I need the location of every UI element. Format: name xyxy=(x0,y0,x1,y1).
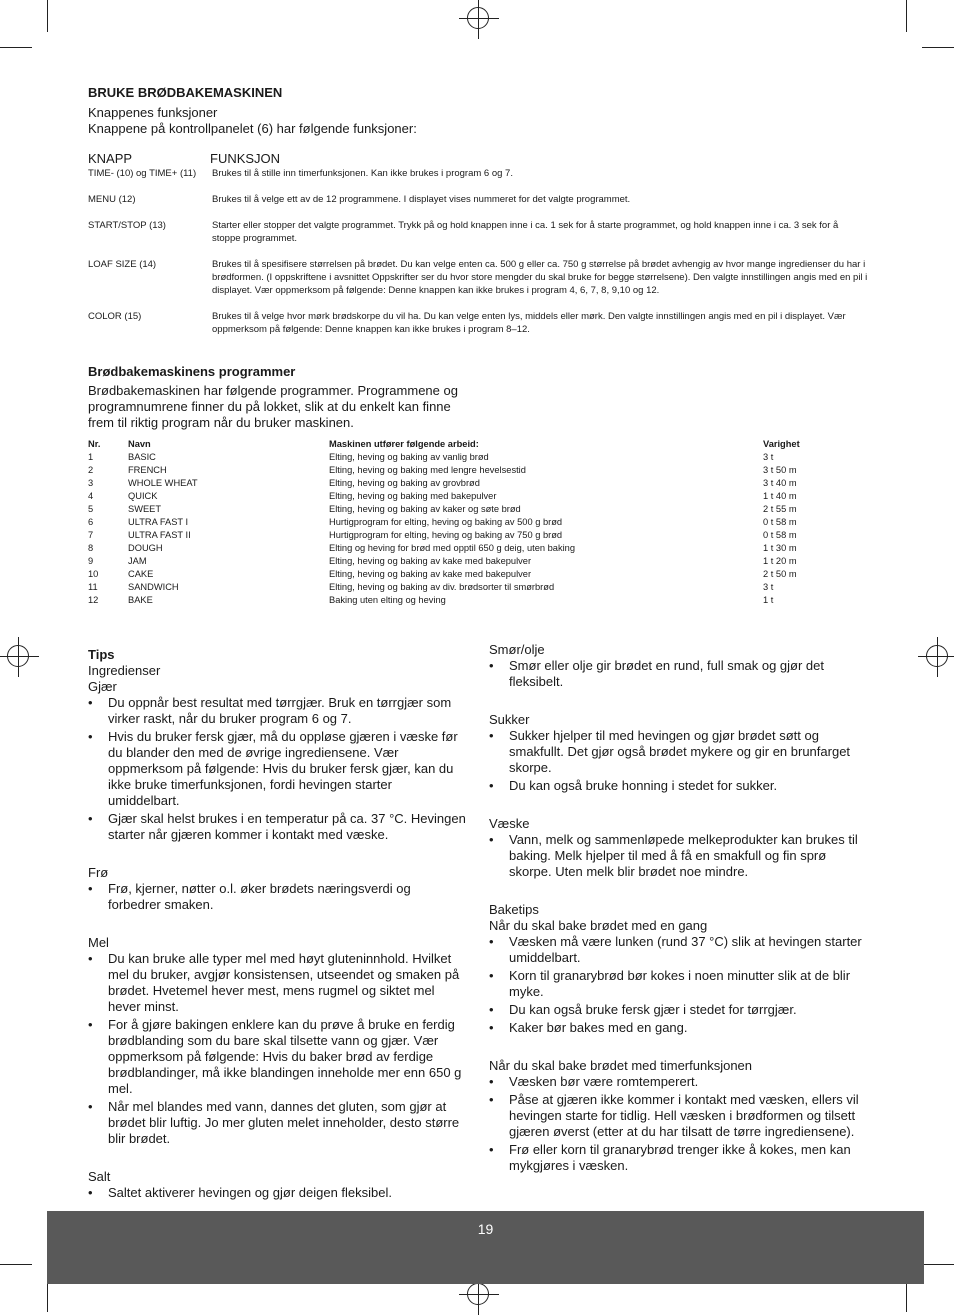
crop-mark xyxy=(47,1280,48,1312)
bullet-list xyxy=(88,695,466,843)
list-item-text: Påse at gjæren ikke kommer i kontakt med væsken, ellers vil hevingen starte for tidlig. Hell væsken i brødformen og tilsett gjæren øverst (etter at du har tilsatt de tørre ingrediensene). xyxy=(509,1092,859,1139)
cell: 1 t 20 m xyxy=(763,556,797,566)
list-item xyxy=(489,658,867,690)
header-key: KNAPP xyxy=(88,151,133,166)
list-item xyxy=(489,728,867,776)
list-item xyxy=(489,832,867,880)
cell: DOUGH xyxy=(128,543,163,553)
cell: Elting, heving og baking av kake med bakepulver xyxy=(329,556,532,566)
subheading: Gjær xyxy=(88,679,117,694)
list-item-text: Du kan bruke alle typer mel med høyt gluteninnhold. Hvilket mel du bruker, avgjør konsistensen, utseendet og smaken på brødet. Hvetemel hever mest, mens rugmel og siktet mel hever minst. xyxy=(108,951,460,1014)
table-row xyxy=(88,542,823,555)
registration-mark xyxy=(7,645,29,667)
bullet-icon: • xyxy=(489,1092,494,1107)
list-item xyxy=(88,1099,466,1147)
subheading: Væske xyxy=(489,816,530,831)
column-header: Navn xyxy=(128,439,151,449)
cell: 11 xyxy=(88,582,98,592)
programs-title: Brødbakemaskinens programmer xyxy=(88,364,296,379)
bullet-list xyxy=(489,1074,867,1174)
list-item xyxy=(88,811,466,843)
list-item xyxy=(489,778,867,794)
list-item-text: Saltet aktiverer hevingen og gjør deigen fleksibel. xyxy=(108,1185,392,1200)
bullet-icon: • xyxy=(489,934,494,949)
subheading: Salt xyxy=(88,1169,111,1184)
list-item-text: Frø eller korn til granarybrød trenger ikke å kokes, men kan mykgjøres i væsken. xyxy=(509,1142,851,1173)
list-item-text: Væsken må være lunken (rund 37 °C) slik at hevingen starter umiddelbart. xyxy=(509,934,862,965)
cell: Baking uten elting og heving xyxy=(329,595,446,605)
cell: 0 t 58 m xyxy=(763,530,797,540)
bullet-icon: • xyxy=(88,729,93,744)
cell: Elting, heving og baking av div. brødsorter til smørbrød xyxy=(329,582,555,592)
cell: SWEET xyxy=(128,504,162,514)
cell: Elting og heving for brød med opptil 650 g deig, uten baking xyxy=(329,543,576,553)
cell: WHOLE WHEAT xyxy=(128,478,198,488)
list-item xyxy=(88,951,466,1015)
section-title-tips: Tips xyxy=(88,647,115,662)
bullet-list xyxy=(88,951,466,1147)
cell: 3 t xyxy=(763,452,774,462)
list-item-text: Sukker hjelper til med hevingen og gjør brødet søtt og smakfullt. Det gjør også brødet mykere og gir en brunfarget skorpe. xyxy=(509,728,851,775)
bullet-list xyxy=(489,934,867,1036)
page-number: 19 xyxy=(477,1221,494,1237)
bullet-icon: • xyxy=(489,728,494,743)
cell: BAKE xyxy=(128,595,153,605)
intro-line: Knappenes funksjoner xyxy=(88,105,218,120)
cell: 3 xyxy=(88,478,94,488)
list-item-text: For å gjøre bakingen enklere kan du prøve å bruke en ferdig brødblanding som du bare skal tilsette vann og gjær. Vær oppmerksom på følgende: Hvis du baker brød av ferdige brødblandinger, må ikke blandingen inneholde mer enn 650 g mel. xyxy=(108,1017,462,1096)
bullet-icon: • xyxy=(489,832,494,847)
registration-mark xyxy=(467,7,489,29)
function-desc: Brukes til å velge ett av de 12 programmene. I displayet vises nummeret for det valgte programmet. xyxy=(212,194,631,205)
registration-mark xyxy=(926,645,948,667)
list-item xyxy=(489,968,867,1000)
function-key: MENU (12) xyxy=(88,194,136,205)
cell: Elting, heving og baking av vanlig brød xyxy=(329,452,489,462)
bullet-icon: • xyxy=(88,1099,93,1114)
list-item xyxy=(88,1017,466,1097)
table-row xyxy=(88,477,823,490)
table-row xyxy=(88,555,823,568)
list-item-text: Frø, kjerner, nøtter o.l. øker brødets næringsverdi og forbedrer smaken. xyxy=(108,881,411,912)
cell: 1 t xyxy=(763,595,774,605)
cell: ULTRA FAST I xyxy=(128,517,189,527)
crop-mark xyxy=(906,0,907,32)
function-desc: Starter eller stopper det valgte programmet. Trykk på og hold knappen inne i ca. 1 sek for å starte programmet, og hold knappen inne i ca. 3 sek for å stoppe programmet. xyxy=(212,220,839,244)
programs-intro: Brødbakemaskinen har følgende programmer. Programmene og programnumrene finner du på lokket, slik at du enkelt kan finne frem til riktig program når du bruker maskinen. xyxy=(88,383,458,430)
bullet-icon: • xyxy=(88,695,93,710)
bullet-icon: • xyxy=(489,778,494,793)
bullet-list xyxy=(489,728,867,794)
list-item xyxy=(88,729,466,809)
function-key: START/STOP (13) xyxy=(88,220,166,231)
crop-mark xyxy=(922,1264,954,1265)
list-item-text: Smør eller olje gir brødet en rund, full smak og gjør det fleksibelt. xyxy=(509,658,825,689)
list-item-text: Hvis du bruker fersk gjær, må du oppløse gjæren i væske før du blander den med de øvrige ingrediensene. Vær oppmerksom på følgende: Hvis du bruker fersk gjær, kan du ikke bruke timerfunksjonen, fordi hevingen starter umiddelbart. xyxy=(108,729,458,808)
bullet-icon: • xyxy=(489,658,494,673)
cell: Elting, heving og baking av kake med bakepulver xyxy=(329,569,532,579)
bullet-icon: • xyxy=(88,811,93,826)
cell: FRENCH xyxy=(128,465,167,475)
cell: 1 t 30 m xyxy=(763,543,797,553)
bullet-icon: • xyxy=(489,968,494,983)
list-item-text: Vann, melk og sammenløpede melkeprodukter kan brukes til baking. Melk hjelper til med å få en smakfull og fin sprø skorpe. Uten melk blir brødet noe mindre. xyxy=(509,832,858,879)
table-header-row xyxy=(88,438,823,451)
subheading: Når du skal bake brødet med en gang xyxy=(489,918,708,933)
list-item xyxy=(88,1185,466,1201)
list-item xyxy=(489,1074,867,1090)
subheading: Ingredienser xyxy=(88,663,161,678)
bullet-icon: • xyxy=(88,881,93,896)
cell: 10 xyxy=(88,569,99,579)
cell: 1 xyxy=(88,452,94,462)
cell: 0 t 58 m xyxy=(763,517,797,527)
cell: QUICK xyxy=(128,491,158,501)
bullet-icon: • xyxy=(489,1074,494,1089)
cell: JAM xyxy=(128,556,147,566)
cell: 4 xyxy=(88,491,94,501)
cell: 7 xyxy=(88,530,94,540)
cell: SANDWICH xyxy=(128,582,179,592)
bullet-icon: • xyxy=(88,951,93,966)
crop-mark xyxy=(0,47,32,48)
list-item xyxy=(489,1002,867,1018)
cell: Elting, heving og baking av grovbrød xyxy=(329,478,480,488)
cell: 2 xyxy=(88,465,94,475)
subheading: Mel xyxy=(88,935,109,950)
table-row xyxy=(88,503,823,516)
list-item-text: Væsken bør være romtemperert. xyxy=(509,1074,699,1089)
function-key: COLOR (15) xyxy=(88,311,142,322)
bullet-list xyxy=(489,658,867,690)
bullet-list xyxy=(489,832,867,880)
subheading: Baketips xyxy=(489,902,539,917)
bullet-icon: • xyxy=(489,1142,494,1157)
function-key: TIME- (10) og TIME+ (11) xyxy=(88,168,197,179)
table-row xyxy=(88,594,823,607)
crop-mark xyxy=(0,1264,32,1265)
cell: 5 xyxy=(88,504,94,514)
cell: 9 xyxy=(88,556,94,566)
bullet-icon: • xyxy=(88,1017,93,1032)
page-heading: BRUKE BRØDBAKEMASKINEN xyxy=(88,85,283,100)
list-item-text: Gjær skal helst brukes i en temperatur på ca. 37 °C. Hevingen starter når gjæren kommer i kontakt med væske. xyxy=(108,811,466,842)
cell: 8 xyxy=(88,543,94,553)
cell: BASIC xyxy=(128,452,156,462)
cell: 2 t 55 m xyxy=(763,504,797,514)
crop-mark xyxy=(922,47,954,48)
column-header: Varighet xyxy=(763,439,800,449)
bullet-icon: • xyxy=(489,1002,494,1017)
cell: ULTRA FAST II xyxy=(128,530,191,540)
footer-bar xyxy=(47,1211,924,1284)
table-row xyxy=(88,581,823,594)
subheading: Frø xyxy=(88,865,109,880)
cell: Elting, heving og baking med bakepulver xyxy=(329,491,497,501)
bullet-icon: • xyxy=(88,1185,93,1200)
cell: Hurtigprogram for elting, heving og baking av 750 g brød xyxy=(329,530,563,540)
programs-table xyxy=(88,438,823,607)
table-row xyxy=(88,516,823,529)
cell: 12 xyxy=(88,595,99,605)
list-item xyxy=(88,881,466,913)
list-item-text: Når mel blandes med vann, dannes det gluten, som gjør at brødet blir luftig. Jo mer gluten melet inneholder, desto større blir brødet. xyxy=(108,1099,460,1146)
list-item-text: Kaker bør bakes med en gang. xyxy=(509,1020,688,1035)
table-row xyxy=(88,451,823,464)
table-row xyxy=(88,529,823,542)
list-item xyxy=(489,1092,867,1140)
intro-line: Knappene på kontrollpanelet (6) har følgende funksjoner: xyxy=(88,121,417,136)
list-item xyxy=(489,1142,867,1174)
cell: 6 xyxy=(88,517,94,527)
registration-mark xyxy=(467,1283,489,1305)
table-row xyxy=(88,464,823,477)
cell: 3 t 40 m xyxy=(763,478,797,488)
table-row xyxy=(88,568,823,581)
cell: 3 t xyxy=(763,582,774,592)
list-item xyxy=(489,1020,867,1036)
cell: Elting, heving og baking av kaker og søte brød xyxy=(329,504,521,514)
list-item xyxy=(88,695,466,727)
list-item xyxy=(489,934,867,966)
cell: Elting, heving og baking med lengre hevelsestid xyxy=(329,465,526,475)
cell: Hurtigprogram for elting, heving og baking av 500 g brød xyxy=(329,517,563,527)
function-desc: Brukes til å spesifisere størrelsen på brødet. Du kan velge enten ca. 500 g eller ca. 750 g størrelse på brødet avhengig av hvor mange ingredienser du har i brødformen. (I oppskriftene i avsnittet Oppskrifter ser du hvor store mengder du skal bruke for begge størrelsene). Den valgte innstillingen angis med en pil i displayet. Vær oppmerksom på følgende: Denne knappen kan ikke brukes i program 4, 6, 7, 8, 9,10 og 12. xyxy=(212,259,868,296)
cell: 1 t 40 m xyxy=(763,491,797,501)
bullet-icon: • xyxy=(489,1020,494,1035)
list-item-text: Korn til granarybrød bør kokes i noen minutter slik at de blir myke. xyxy=(509,968,851,999)
column-header: Maskinen utfører følgende arbeid: xyxy=(329,439,479,449)
function-desc: Brukes til å velge hvor mørk brødskorpe du vil ha. Du kan velge enten lys, middels eller mørk. Den valgte innstillingen angis med en pil i displayet. Vær oppmerksom på følgende: Denne knappen kan ikke brukes i program 8–12. xyxy=(212,311,846,335)
bullet-list xyxy=(88,881,466,913)
crop-mark xyxy=(47,0,48,32)
cell: 2 t 50 m xyxy=(763,569,797,579)
header-desc: FUNKSJON xyxy=(210,151,281,166)
subheading: Sukker xyxy=(489,712,530,727)
left-column xyxy=(88,647,466,1203)
functions-header xyxy=(88,151,281,166)
list-item-text: Du kan også bruke honning i stedet for sukker. xyxy=(509,778,778,793)
function-key: LOAF SIZE (14) xyxy=(88,259,157,270)
bullet-list xyxy=(88,1185,466,1201)
cell: 3 t 50 m xyxy=(763,465,797,475)
table-row xyxy=(88,490,823,503)
crop-mark xyxy=(906,1280,907,1312)
subheading: Når du skal bake brødet med timerfunksjonen xyxy=(489,1058,753,1073)
list-item-text: Du kan også bruke fersk gjær i stedet for tørrgjær. xyxy=(509,1002,797,1017)
column-header: Nr. xyxy=(88,439,101,449)
cell: CAKE xyxy=(128,569,154,579)
list-item-text: Du oppnår best resultat med tørrgjær. Bruk en tørrgjær som virker raskt, når du bruker program 6 og 7. xyxy=(108,695,452,726)
right-column xyxy=(489,642,867,1176)
subheading: Smør/olje xyxy=(489,642,545,657)
function-desc: Brukes til å stille inn timerfunksjonen. Kan ikke brukes i program 6 og 7. xyxy=(212,168,513,179)
